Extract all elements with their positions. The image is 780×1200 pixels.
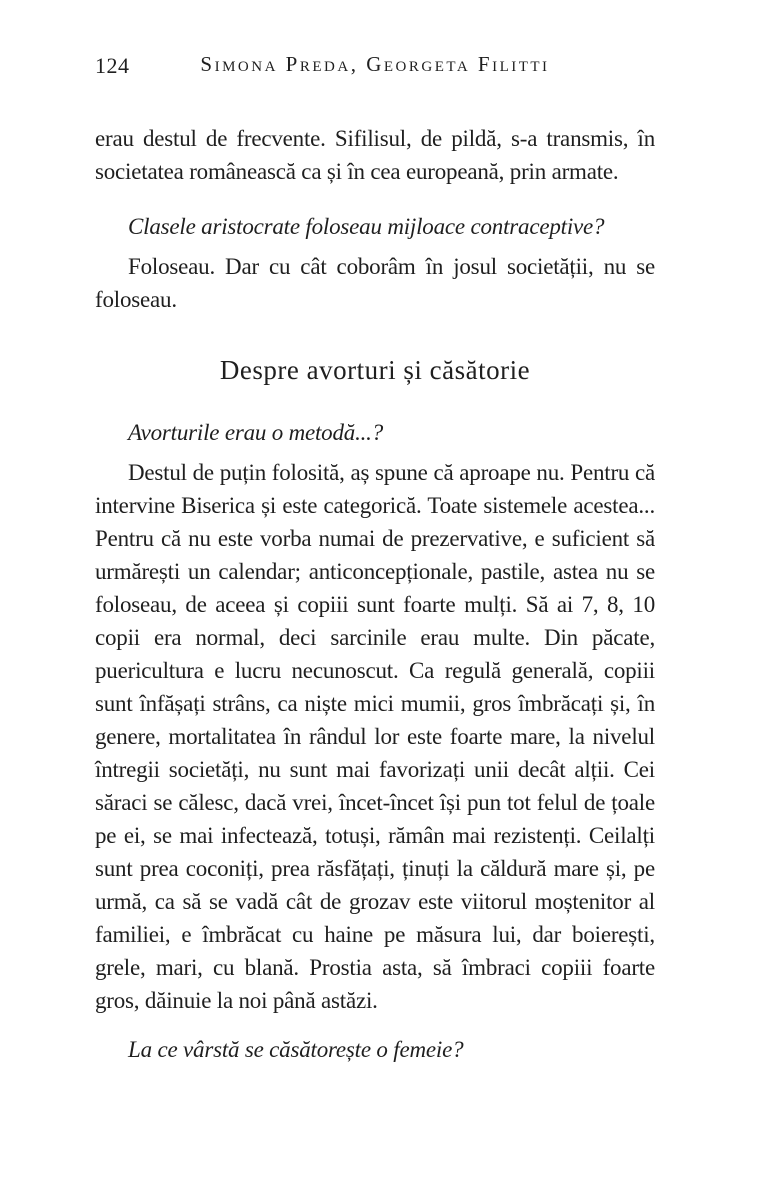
page-number: 124 (95, 53, 130, 78)
paragraph-continuation: erau destul de frecvente. Sifilisul, de pildă, s-a transmis, în societatea românească ca și în cea europeană, prin armate. (95, 126, 655, 184)
page-header (95, 52, 655, 80)
interview-answer-contraceptives: Foloseau. Dar cu cât coborâm în josul societății, nu se foloseau. (95, 254, 655, 312)
interview-question-marriage-age: La ce vârstă se căsătorește o femeie? (128, 1037, 464, 1062)
section-heading: Despre avorturi și căsătorie (219, 355, 531, 385)
interview-answer-abortion: Destul de puțin folosită, aș spune că aproape nu. Pentru că intervine Biserica și este categorică. Toate sistemele acestea... Pentru că nu este vorba numai de prezervative, e suficient să urmărești un calendar; anticoncepționale, pastile, astea nu se foloseau, de aceea și copiii sunt foarte mulți. Să ai 7, 8, 10 copii era normal, deci sarcinile erau multe. Din păcate, puericultura e lucru necunoscut. Ca regulă generală, copiii sunt înfășați strâns, ca niște mici mumii, gros îmbrăcați și, în genere, mortalitatea în rândul lor este foarte mare, la nivelul întregii societăți, nu sunt mai favorizați unii decât alții. Cei săraci se călesc, dacă vrei, încet-încet își pun tot felul de țoale pe ei, se mai infectează, totuși, rămân mai rezistenți. Ceilalți sunt prea coconiți, prea răsfățați, ținuți la căldură mare și, pe urmă, ca să se vadă cât de grozav este viitorul moștenitor al familiei, e îmbrăcat cu haine pe măsura lui, dar boierești, grele, mari, cu blană. Prostia asta, să îmbraci copiii foarte gros, dăinuie la noi până astăzi. (95, 460, 655, 1013)
interview-question-contraceptives: Clasele aristocrate foloseau mijloace contraceptive? (128, 214, 605, 239)
running-head: Simona Preda, Georgeta Filitti (200, 52, 550, 76)
interview-question-abortion: Avorturile erau o metodă...? (128, 420, 384, 445)
